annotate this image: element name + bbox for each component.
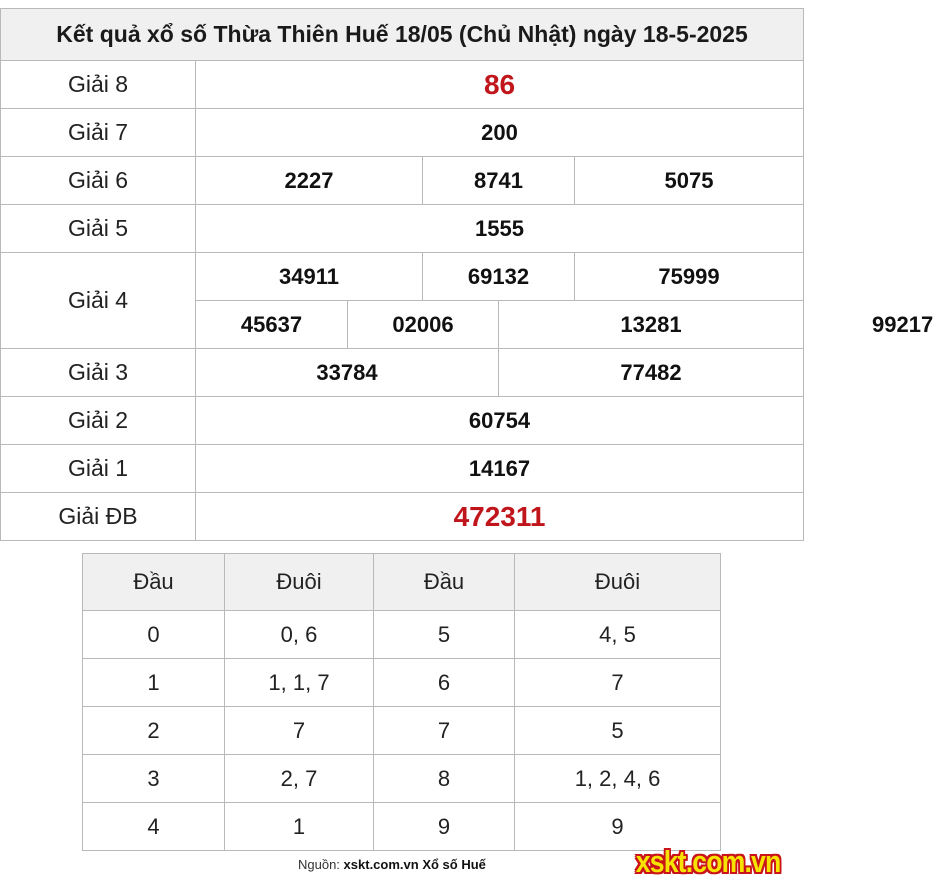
loto-cell: 8 <box>374 755 515 803</box>
prize-number: 2227 <box>196 157 423 205</box>
prize-number: 34911 <box>196 253 423 301</box>
prize-row-g4b: 45637 02006 13281 99217 <box>1 301 804 349</box>
prize-row-g8 <box>1 61 804 109</box>
prize-label: Giải 5 <box>1 205 196 253</box>
special-prize-number: 472311 <box>196 493 804 541</box>
prize-row-db <box>1 493 804 541</box>
prize-number: 77482 <box>499 349 804 397</box>
loto-cell: 2, 7 <box>225 755 374 803</box>
loto-row <box>83 611 721 659</box>
loto-cell: 7 <box>374 707 515 755</box>
prize-label: Giải 3 <box>1 349 196 397</box>
source-prefix: Nguồn: <box>298 857 340 872</box>
prize-row-g2 <box>1 397 804 445</box>
loto-cell: 1 <box>83 659 225 707</box>
prize-number: 75999 <box>575 253 804 301</box>
prize-label: Giải 7 <box>1 109 196 157</box>
loto-header: Đầu <box>83 554 225 611</box>
loto-cell: 5 <box>515 707 721 755</box>
loto-row <box>83 755 721 803</box>
prize-label: Giải 4 <box>1 253 196 349</box>
prize-number: 33784 <box>196 349 499 397</box>
prize-number: 13281 <box>499 301 804 349</box>
loto-cell: 1, 1, 7 <box>225 659 374 707</box>
dau-duoi-table <box>82 553 721 851</box>
loto-cell: 1 <box>225 803 374 851</box>
loto-row <box>83 707 721 755</box>
loto-cell: 1, 2, 4, 6 <box>515 755 721 803</box>
prize-label: Giải 2 <box>1 397 196 445</box>
loto-header: Đuôi <box>225 554 374 611</box>
loto-cell: 7 <box>515 659 721 707</box>
loto-header-row <box>83 554 721 611</box>
prize-number: 86 <box>196 61 804 109</box>
prize-row-g6 <box>1 157 804 205</box>
page-title: Kết quả xổ số Thừa Thiên Huế 18/05 (Chủ Nhật) ngày 18-5-2025 <box>1 9 804 61</box>
loto-cell: 5 <box>374 611 515 659</box>
prize-row-g5 <box>1 205 804 253</box>
loto-cell: 6 <box>374 659 515 707</box>
loto-cell: 4, 5 <box>515 611 721 659</box>
site-logo <box>620 844 796 880</box>
loto-cell: 9 <box>515 803 721 851</box>
loto-cell: 2 <box>83 707 225 755</box>
prize-number: 69132 <box>423 253 575 301</box>
source-site: xskt.com.vn <box>343 857 419 872</box>
prize-number: 200 <box>196 109 804 157</box>
loto-row <box>83 659 721 707</box>
loto-cell: 7 <box>225 707 374 755</box>
loto-cell: 3 <box>83 755 225 803</box>
prize-number: 60754 <box>196 397 804 445</box>
prize-row-g1 <box>1 445 804 493</box>
prize-number: 14167 <box>196 445 804 493</box>
prize-row-g4 <box>1 253 804 301</box>
prize-label: Giải 1 <box>1 445 196 493</box>
loto-cell: 9 <box>374 803 515 851</box>
prize-number: 5075 <box>575 157 804 205</box>
prize-row-g3 <box>1 349 804 397</box>
loto-cell: 0 <box>83 611 225 659</box>
prize-number: 1555 <box>196 205 804 253</box>
logo-text: xskt.com.vn <box>635 844 781 879</box>
loto-cell: 0, 6 <box>225 611 374 659</box>
results-table <box>0 8 933 541</box>
prize-row-g7 <box>1 109 804 157</box>
source-caption <box>298 857 486 872</box>
prize-number: 45637 <box>196 301 348 349</box>
loto-header: Đuôi <box>515 554 721 611</box>
loto-header: Đầu <box>374 554 515 611</box>
prize-number: 02006 <box>348 301 499 349</box>
source-name: Xổ số Huế <box>422 857 486 872</box>
loto-cell: 4 <box>83 803 225 851</box>
prize-label: Giải 6 <box>1 157 196 205</box>
prize-label: Giải 8 <box>1 61 196 109</box>
prize-number: 8741 <box>423 157 575 205</box>
prize-label: Giải ĐB <box>1 493 196 541</box>
